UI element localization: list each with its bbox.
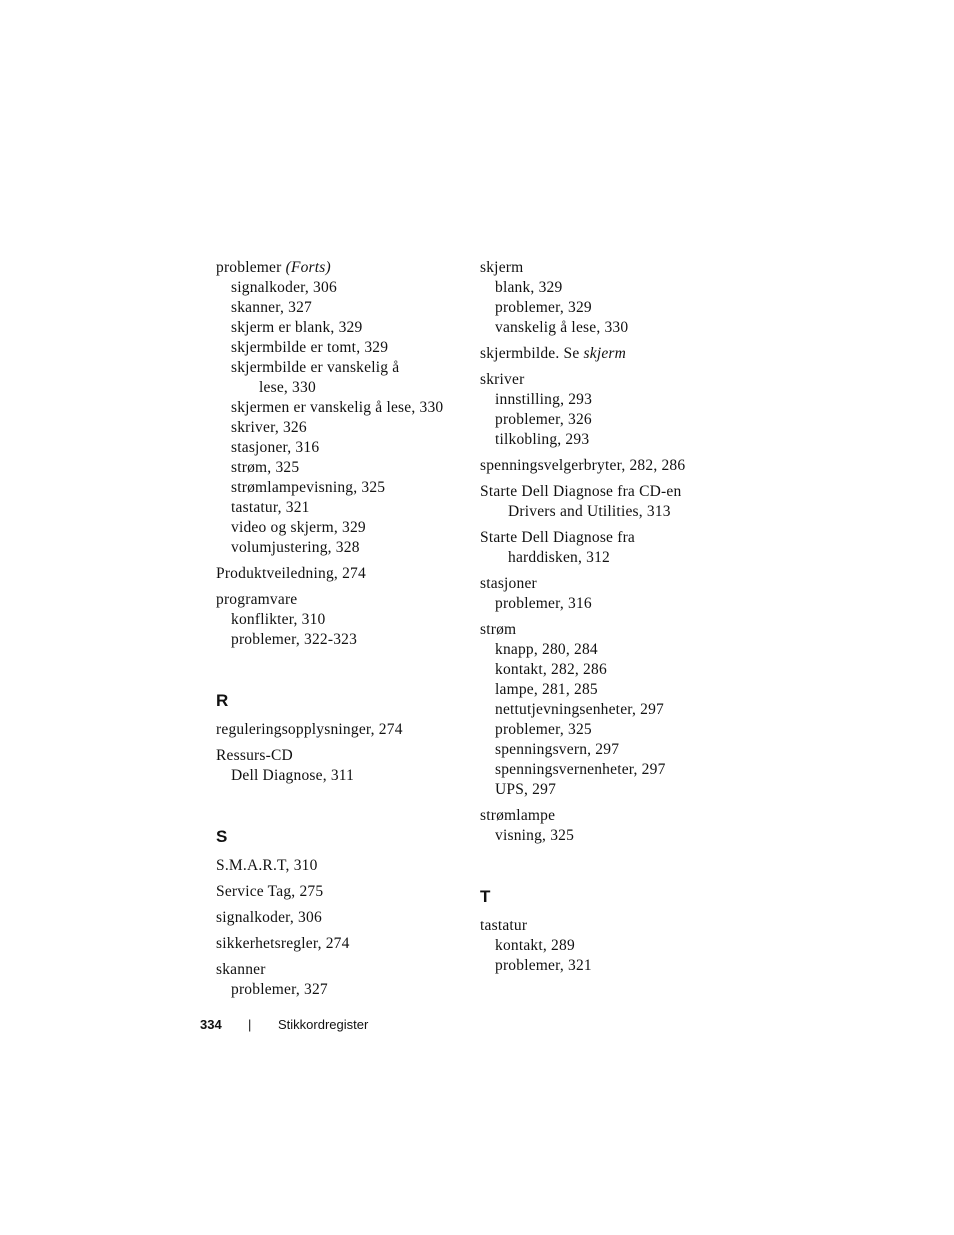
index-term-text: S.M.A.R.T, 310: [216, 857, 318, 874]
index-subterm: [216, 418, 466, 438]
index-term: [480, 806, 730, 826]
index-term-text: skjermbilde er vanskelig å: [231, 359, 400, 376]
index-subterm: [216, 538, 466, 558]
index-term-text: harddisken, 312: [508, 549, 611, 566]
index-subterm: [480, 410, 730, 430]
index-subterm: [480, 278, 730, 298]
footer-title: Stikkordregister: [278, 1017, 369, 1032]
index-term-text: skjermbilde er tomt, 329: [231, 339, 389, 356]
index-term-text: strømlampevisning, 325: [231, 479, 386, 496]
index-term: [216, 590, 466, 610]
index-term-text: tilkobling, 293: [495, 431, 590, 448]
index-subterm: [480, 740, 730, 760]
index-term-italic-note: skjerm: [583, 345, 627, 362]
index-section-heading: S: [216, 827, 228, 846]
index-subterm: [480, 318, 730, 338]
index-entry: [216, 720, 466, 740]
index-subterm: [216, 438, 466, 458]
index-term-text: Drivers and Utilities, 313: [508, 503, 671, 520]
index-term-text: signalkoder, 306: [216, 909, 322, 926]
index-subterm: [216, 498, 466, 518]
index-term-text: UPS, 297: [495, 781, 557, 798]
index-term-text: konflikter, 310: [231, 611, 326, 628]
index-term-text: stasjoner, 316: [231, 439, 320, 456]
index-subterm: [480, 936, 730, 956]
index-entry: [216, 960, 466, 1000]
index-term-text: spenningsvelgerbryter, 282, 286: [480, 457, 686, 474]
index-term-text: kontakt, 289: [495, 937, 575, 954]
index-term-text: skjermbilde. Se: [480, 345, 580, 362]
index-entry: [480, 806, 730, 846]
index-entry: [216, 908, 466, 928]
index-subterm: [480, 594, 730, 614]
index-subterm: [216, 278, 466, 298]
index-term: [216, 908, 466, 928]
index-term: [216, 746, 466, 766]
index-subterm: [480, 780, 730, 800]
index-term: [216, 720, 466, 740]
index-subterm: [480, 760, 730, 780]
index-term-text: blank, 329: [495, 279, 563, 296]
index-term: [216, 258, 466, 278]
index-term-text: problemer, 329: [495, 299, 592, 316]
index-term-text: skanner: [216, 961, 266, 978]
footer-separator: |: [248, 1017, 252, 1032]
index-term: [480, 482, 730, 502]
index-subterm: [480, 700, 730, 720]
index-term-text: spenningsvernenheter, 297: [495, 761, 666, 778]
index-term-text: volumjustering, 328: [231, 539, 360, 556]
index-term: [480, 258, 730, 278]
index-column-right: [480, 258, 730, 976]
index-term: [480, 528, 730, 548]
index-subterm: [480, 826, 730, 846]
index-subterm: [216, 478, 466, 498]
page-number: 334: [200, 1017, 222, 1032]
index-term-text: Produktveiledning, 274: [216, 565, 366, 582]
index-term-text: spenningsvern, 297: [495, 741, 620, 758]
index-entry: [480, 456, 730, 476]
index-term-text: video og skjerm, 329: [231, 519, 366, 536]
index-term: [480, 620, 730, 640]
index-subterm: [216, 980, 466, 1000]
index-subterm: [480, 956, 730, 976]
index-term-text: skjermen er vanskelig å lese, 330: [231, 399, 444, 416]
index-term: [480, 456, 730, 476]
index-term: [216, 960, 466, 980]
index-subterm: [480, 660, 730, 680]
index-term-text: programvare: [216, 591, 298, 608]
index-entry: [480, 528, 730, 568]
index-term-text: strøm: [480, 621, 517, 638]
index-entry: [480, 370, 730, 450]
index-term-text: kontakt, 282, 286: [495, 661, 607, 678]
index-subterm: [216, 298, 466, 318]
index-continuation: [480, 502, 730, 522]
index-entry: [216, 746, 466, 786]
index-term-text: problemer, 325: [495, 721, 592, 738]
index-term: [216, 856, 466, 876]
index-subterm: [216, 458, 466, 478]
index-entry: [480, 258, 730, 338]
index-term: [216, 564, 466, 584]
index-entry: [480, 916, 730, 976]
index-term-text: signalkoder, 306: [231, 279, 337, 296]
index-entry: [480, 344, 730, 364]
index-term-text: tastatur: [480, 917, 528, 934]
index-entry: [216, 856, 466, 876]
index-term-text: problemer: [216, 259, 282, 276]
index-subterm: [480, 390, 730, 410]
index-term-text: lampe, 281, 285: [495, 681, 598, 698]
index-term: [480, 344, 730, 364]
index-term-text: Ressurs-CD: [216, 747, 293, 764]
index-entry: [480, 574, 730, 614]
index-term-text: Starte Dell Diagnose fra: [480, 529, 636, 546]
index-term-text: knapp, 280, 284: [495, 641, 598, 658]
index-term-text: strømlampe: [480, 807, 556, 824]
index-subterm: [480, 298, 730, 318]
index-entry: [216, 590, 466, 650]
index-entry: [480, 482, 730, 522]
index-term-text: skriver: [480, 371, 525, 388]
index-term-text: nettutjevningsenheter, 297: [495, 701, 665, 718]
index-term-text: Service Tag, 275: [216, 883, 324, 900]
index-term-text: problemer, 316: [495, 595, 592, 612]
index-term: [480, 370, 730, 390]
index-term: [480, 574, 730, 594]
index-subterm: [216, 338, 466, 358]
index-term: [480, 916, 730, 936]
index-subterm: [216, 318, 466, 338]
index-entry: [480, 620, 730, 800]
index-entry: [216, 882, 466, 902]
index-term-text: reguleringsopplysninger, 274: [216, 721, 403, 738]
index-continuation: [480, 548, 730, 568]
index-term-text: problemer, 327: [231, 981, 328, 998]
index-term-text: Dell Diagnose, 311: [231, 767, 355, 784]
index-continuation: [216, 378, 466, 398]
index-subterm: [216, 518, 466, 538]
index-entry: [216, 258, 466, 558]
index-subterm: [480, 430, 730, 450]
index-section-heading: T: [480, 887, 491, 906]
index-term-text: skjerm: [480, 259, 524, 276]
index-term-text: problemer, 326: [495, 411, 592, 428]
index-subterm: [216, 398, 466, 418]
index-term-text: vanskelig å lese, 330: [495, 319, 629, 336]
index-term: [216, 934, 466, 954]
index-subterm: [216, 766, 466, 786]
index-term-text: problemer, 322-323: [231, 631, 358, 648]
index-term-text: innstilling, 293: [495, 391, 593, 408]
index-term-text: skriver, 326: [231, 419, 307, 436]
index-term-text: tastatur, 321: [231, 499, 310, 516]
index-column-left: [216, 258, 466, 1000]
index-term-text: problemer, 321: [495, 957, 592, 974]
index-entry: [216, 564, 466, 584]
index-subterm: [480, 640, 730, 660]
index-term: [216, 882, 466, 902]
index-section-heading: R: [216, 691, 229, 710]
index-term-text: skjerm er blank, 329: [231, 319, 363, 336]
index-term-text: visning, 325: [495, 827, 575, 844]
index-subterm: [480, 720, 730, 740]
index-entry: [216, 934, 466, 954]
index-term-text: stasjoner: [480, 575, 537, 592]
index-term-text: strøm, 325: [231, 459, 300, 476]
index-term-text: skanner, 327: [231, 299, 312, 316]
index-term-text: lese, 330: [259, 379, 316, 396]
index-term-text: Starte Dell Diagnose fra CD-en: [480, 483, 682, 500]
index-subterm: [216, 610, 466, 630]
index-subterm: [216, 358, 466, 378]
index-subterm: [480, 680, 730, 700]
index-term-text: sikkerhetsregler, 274: [216, 935, 350, 952]
index-term-italic-note: (Forts): [285, 259, 331, 276]
index-subterm: [216, 630, 466, 650]
